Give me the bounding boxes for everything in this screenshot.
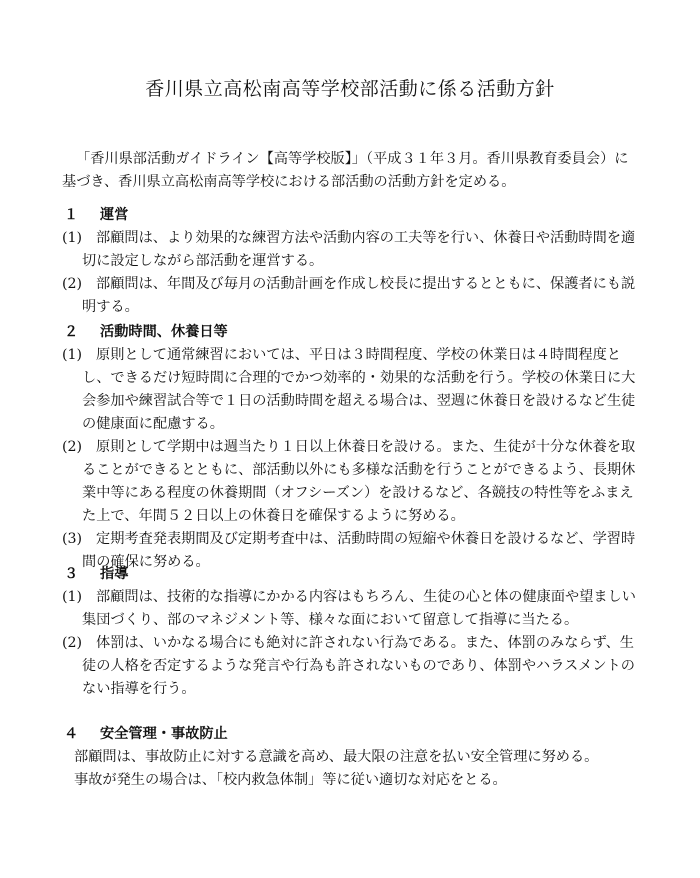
section-4 xyxy=(62,723,642,792)
section-paragraph: 部顧問は、事故防止に対する意識を高め、最大限の注意を払い安全管理に努める。 xyxy=(74,749,599,765)
item-text: 原則として学期中は週当たり１日以上休養日を設ける。また、生徒が十分な休養を取ることができるとともに、部活動以外にも多様な活動を行うことができるよう、長期休業中等にある程度の休養期間（オフシーズン）を設けるなど、各競技の特性等をふまえた上で、年間５２日以上の休養日を確保するように努める。 xyxy=(82,439,636,524)
section-title: 安全管理・事故防止 xyxy=(100,726,228,742)
section-number: １ xyxy=(64,207,79,223)
section-title: 活動時間、休養日等 xyxy=(100,324,228,340)
item-text: 原則として通常練習においては、平日は３時間程度、学校の休業日は４時間程度とし、できるだけ短時間に合理的でかつ効率的・効果的な活動を行う。学校の休業日に大会参加や練習試合等で１日の活動時間を超える場合は、翌週に休養日を設けるなど生徒の健康面に配慮する。 xyxy=(82,347,636,432)
list-item xyxy=(62,273,642,319)
item-text: 定期考査発表期間及び定期考査中は、活動時間の短縮や休養日を設けるなど、学習時間の確保に努める。 xyxy=(82,531,636,570)
section-1 xyxy=(62,204,642,319)
item-number: (2) xyxy=(62,276,83,292)
list-item xyxy=(62,227,642,273)
item-number: (2) xyxy=(62,635,83,651)
item-number: (2) xyxy=(62,439,83,455)
section-number: ２ xyxy=(64,324,79,340)
list-item xyxy=(62,586,642,632)
item-text: 部顧問は、より効果的な練習方法や活動内容の工夫等を行い、休養日や活動時間を適切に設定しながら部活動を運営する。 xyxy=(82,230,636,269)
section-title: 指導 xyxy=(100,566,129,582)
section-3 xyxy=(62,563,642,701)
list-item xyxy=(62,344,642,436)
section-2 xyxy=(62,321,642,574)
document-title: 香川県立高松南高等学校部活動に係る活動方針 xyxy=(145,78,555,100)
section-heading xyxy=(62,204,642,227)
section-paragraph: 事故が発生の場合は、「校内救急体制」等に従い適切な対応をとる。 xyxy=(74,772,507,788)
item-number: (1) xyxy=(62,589,83,605)
item-number: (3) xyxy=(62,531,83,547)
section-heading xyxy=(62,563,642,586)
item-text: 部顧問は、年間及び毎月の活動計画を作成し校長に提出するとともに、保護者にも説明する。 xyxy=(82,276,636,315)
section-number: ３ xyxy=(64,566,79,582)
section-title: 運営 xyxy=(100,207,129,223)
list-item xyxy=(62,436,642,528)
section-heading xyxy=(62,321,642,344)
section-number: ４ xyxy=(64,726,79,742)
item-number: (1) xyxy=(62,347,83,363)
section-heading xyxy=(62,723,642,746)
item-text: 体罰は、いかなる場合にも絶対に許されない行為である。また、体罰のみならず、生徒の人格を否定するような発言や行為も許されないものであり、体罰やハラスメントのない指導を行う。 xyxy=(82,635,635,697)
item-text: 部顧問は、技術的な指導にかかる内容はもちろん、生徒の心と体の健康面や望ましい集団づくり、部のマネジメント等、様々な面において留意して指導に当たる。 xyxy=(82,589,636,628)
item-number: (1) xyxy=(62,230,83,246)
list-item xyxy=(62,632,642,701)
intro-paragraph: 「香川県部活動ガイドライン【高等学校版】」（平成３１年３月。香川県教育委員会）に基づき、香川県立高松南高等学校における部活動の活動方針を定める。 xyxy=(62,151,629,190)
